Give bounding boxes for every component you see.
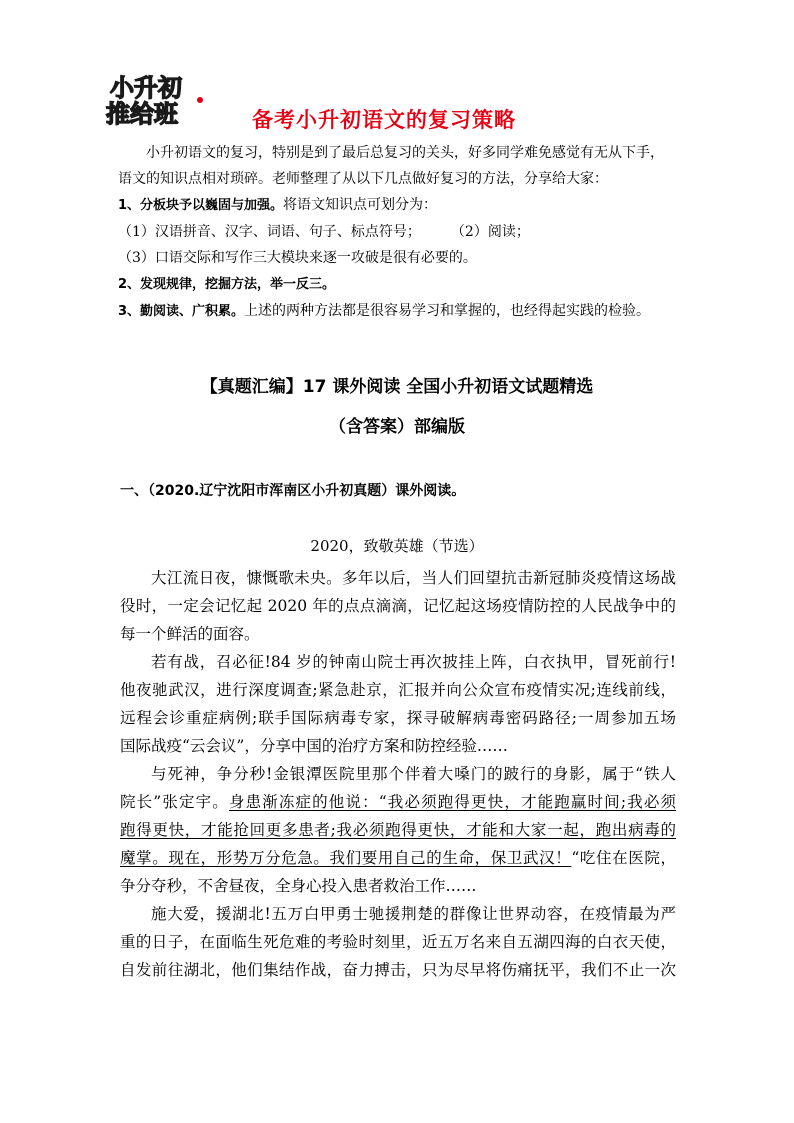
logo-text-line2: 推给班 xyxy=(106,100,178,128)
article-line: 国际战疫“云会议”，分享中国的治疗方案和防控经验…… xyxy=(120,737,508,755)
intro-item2-bold: 2、发现规律，挖掘方法，举一反三。 xyxy=(118,277,336,292)
article-line: 自发前往湖北，他们集结作战，奋力搏击，只为尽早将伤痛抚平，我们不止一次 xyxy=(120,961,676,979)
article-line: 若有战，召必征!84 岁的钟南山院士再次披挂上阵，白衣执甲，冒死前行! xyxy=(151,653,676,671)
intro-item1-rest: 将语文知识点可划分为： xyxy=(283,197,438,213)
intro-paragraph-line1: 小升初语文的复习，特别是到了最后总复习的关头，好多同学难免感觉有无从下手， xyxy=(146,145,664,161)
section-title-line2: （含答案）部编版 xyxy=(329,417,465,437)
article-line: 争分夺秒，不舍昼夜，全身心投入患者救治工作…… xyxy=(120,877,477,895)
intro-item1-bold: 1、分板块予以巍固与加强。 xyxy=(118,198,284,213)
article-line: 每一个鲜活的面容。 xyxy=(120,625,260,643)
question-heading: 一、（2020.辽宁沈阳市浑南区小升初真题）课外阅读。 xyxy=(120,483,466,499)
article-line: 大江流日夜，慷慨歌未央。多年以后，当人们回望抗击新冠肺炎疫情这场战 xyxy=(151,569,676,587)
article-line xyxy=(120,844,676,872)
intro-item3 xyxy=(118,298,678,325)
article-text: “吃住在医院， xyxy=(571,849,676,867)
article-line: 役时，一定会记忆起 2020 年的点点滴滴，记忆起这场疫情防控的人民战争中的 xyxy=(120,597,676,615)
article-line: 重的日子，在面临生死危难的考验时刻里，近五万名来自五湖四海的白衣天使， xyxy=(120,933,676,951)
article-line xyxy=(120,788,676,816)
article-line: 与死神，争分秒!金银潭医院里那个伴着大嗓门的跛行的身影，属于“铁人 xyxy=(151,765,676,783)
article-title: 2020，致敬英雄（节选） xyxy=(310,537,484,555)
section-title-line1: 【真题汇编】17 课外阅读 全国小升初语文试题精选 xyxy=(200,377,594,397)
intro-item2 xyxy=(118,271,678,298)
intro-item1-subs xyxy=(118,219,678,245)
intro-item3-rest: 上述的两种方法都是很容易学习和掌握的，也经得起实践的检验。 xyxy=(244,303,651,319)
logo-graphic xyxy=(104,70,210,130)
article-line: 他夜驰武汉，进行深度调查;紧急赴京，汇报并向公众宣布疫情实况;连线前线， xyxy=(120,681,676,699)
underlined-quote: 身患渐冻症的他说：“我必须跑得更快，才能跑赢时间;我必须 xyxy=(228,793,676,811)
article-text: 院长”张定宇。 xyxy=(120,793,229,811)
intro-item1-sub3: （3）口语交际和写作三大模块来逐一攻破是很有必要的。 xyxy=(118,250,477,266)
article-line: 远程会诊重症病例;联手国际病毒专家，探寻破解病毒密码路径;一周参加五场 xyxy=(120,709,676,727)
intro-item1-sub1: （1）汉语拼音、汉字、词语、句子、标点符号； xyxy=(118,224,421,240)
main-title: 备考小升初语文的复习策略 xyxy=(252,108,516,132)
intro-block xyxy=(118,140,678,325)
article-line: 施大爱，援湖北!五万白甲勇士驰援荆楚的群像让世界动容，在疫情最为严 xyxy=(151,905,676,923)
intro-item1 xyxy=(118,192,678,219)
underlined-quote: 魔掌。现在，形势万分危急。我们要用自己的生命，保卫武汉！ xyxy=(120,849,572,867)
article-body xyxy=(120,564,676,984)
logo-text-line1: 小升初 xyxy=(110,74,182,102)
logo xyxy=(104,70,210,130)
intro-paragraph-line2: 语文的知识点相对琐碎。老师整理了从以下几点做好复习的方法，分享给大家： xyxy=(118,171,608,187)
intro-item3-bold: 3、勤阅读、广积累。 xyxy=(118,304,245,319)
logo-dot xyxy=(197,97,203,103)
article-line-underlined: 跑得更快，才能抢回更多患者;我必须跑得更快，才能和大家一起，跑出病毒的 xyxy=(120,821,676,839)
intro-item1-sub2: （2）阅读； xyxy=(450,224,530,240)
